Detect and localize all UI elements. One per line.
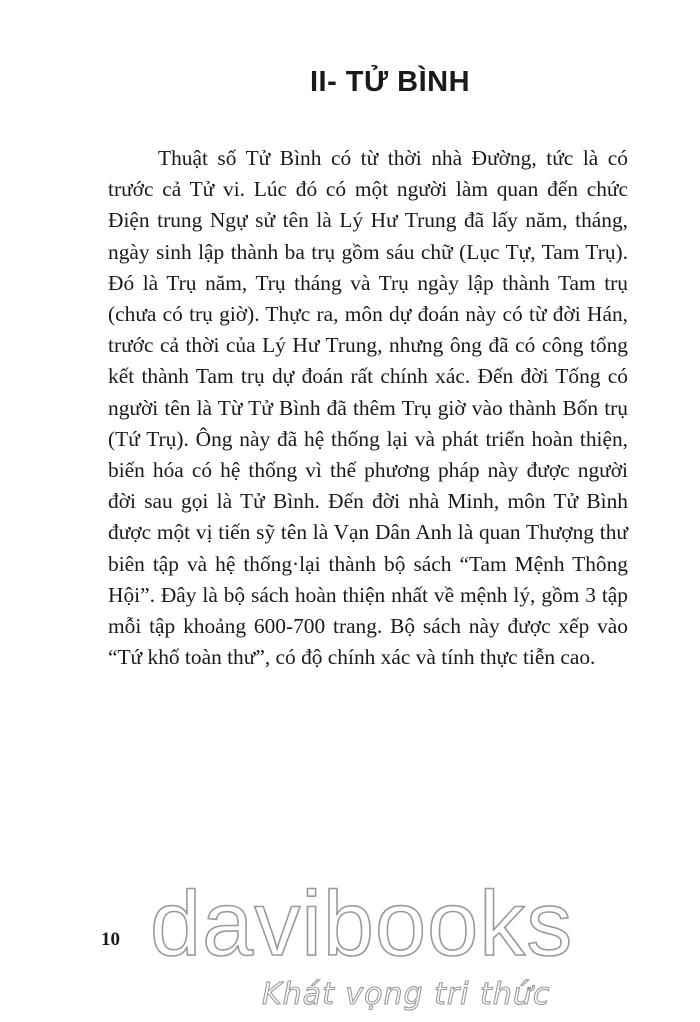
page-number: 10 xyxy=(101,929,120,950)
section-heading: II- TỬ BÌNH xyxy=(309,66,471,98)
body-text xyxy=(108,143,628,673)
watermark-slogan: Khát vọng tri thức xyxy=(262,977,551,1012)
watermark-brand: davibooks xyxy=(150,873,574,975)
paragraph: Thuật số Tử Bình có từ thời nhà Đường, tức là có trước cả Tử vi. Lúc đó có một người làm quan đến chức Điện trung Ngự sử tên là Lý Hư Trung đã lấy năm, tháng, ngày sinh lập thành ba trụ gồm sáu chữ (Lục Tự, Tam Trụ). Đó là Trụ năm, Trụ tháng và Trụ ngày lập thành Tam trụ (chưa có trụ giờ). Thực ra, môn dự đoán này có từ đời Hán, trước cả thời của Lý Hư Trung, nhưng ông đã có công tổng kết thành Tam trụ dự đoán rất chính xác. Đến đời Tống có người tên là Từ Tử Bình đã thêm Trụ giờ vào thành Bốn trụ (Tứ Trụ). Ông này đã hệ thống lại và phát triển hoàn thiện, biến hóa có hệ thống vì thế phương pháp này được người đời sau gọi là Tử Bình. Đến đời nhà Minh, môn Tử Bình được một vị tiến sỹ tên là Vạn Dân Anh là quan Thượng thư biên tập và hệ thống·lại thành bộ sách “Tam Mệnh Thông Hội”. Đây là bộ sách hoàn thiện nhất về mệnh lý, gồm 3 tập mỗi tập khoảng 600-700 trang. Bộ sách này được xếp vào “Tứ khố toàn thư”, có độ chính xác và tính thực tiễn cao. xyxy=(108,146,628,670)
